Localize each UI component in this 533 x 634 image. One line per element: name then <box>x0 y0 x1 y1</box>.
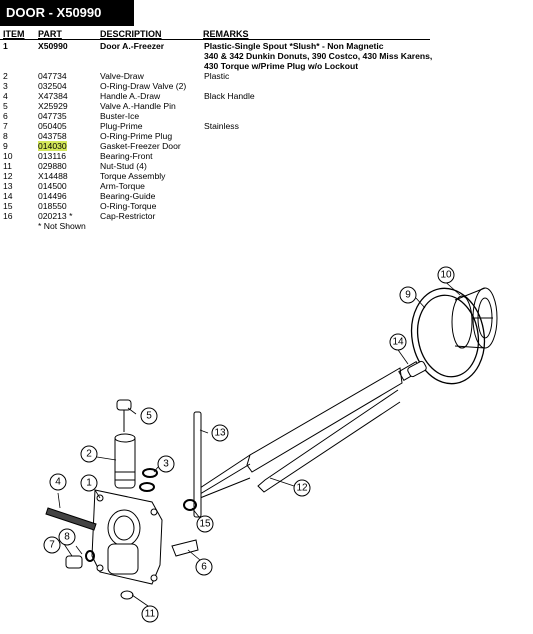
svg-text:11: 11 <box>144 608 156 620</box>
part-number <box>38 71 100 81</box>
svg-text:6: 6 <box>201 561 207 573</box>
callout-14 <box>390 334 406 350</box>
part-description: O-Ring-Torque <box>100 201 157 211</box>
part-number-text: 029880 <box>38 161 67 171</box>
svg-text:1: 1 <box>86 477 92 489</box>
callout-3 <box>158 456 174 472</box>
exploded-diagram <box>0 250 533 634</box>
part-remarks <box>204 161 434 171</box>
svg-text:9: 9 <box>405 289 411 301</box>
part-number-text: 013116 <box>38 151 67 161</box>
item-number: 6 <box>3 111 8 121</box>
part-remarks <box>204 151 434 161</box>
part-remarks <box>204 191 434 201</box>
item-number: 13 <box>3 181 13 191</box>
table-row <box>0 141 434 151</box>
part-remarks <box>204 171 434 181</box>
callout-9 <box>400 287 416 303</box>
page-title: DOOR - X50990 <box>0 0 134 26</box>
guide-bearing-drawing <box>407 360 428 377</box>
callout-15 <box>197 516 213 532</box>
part-number <box>38 211 100 221</box>
part-number <box>38 111 100 121</box>
part-number-text: X50990 <box>38 41 68 51</box>
table-row <box>0 81 434 91</box>
part-number <box>38 151 100 161</box>
col-header-item: ITEM <box>3 29 25 39</box>
draw-valve-orings-drawing <box>140 469 157 491</box>
part-description: Arm-Torque <box>100 181 145 191</box>
part-number-text: 020213 * <box>38 211 73 221</box>
part-number-text: 032504 <box>38 81 67 91</box>
part-description: O-Ring-Prime Plug <box>100 131 173 141</box>
part-description: O-Ring-Draw Valve (2) <box>100 81 187 91</box>
table-row <box>0 151 434 161</box>
callout-2 <box>81 446 97 462</box>
part-remarks <box>204 141 434 151</box>
part-description: Valve A.-Handle Pin <box>100 101 176 111</box>
part-number-text: X25929 <box>38 101 68 111</box>
item-number: 3 <box>3 81 8 91</box>
callout-11 <box>142 606 158 622</box>
part-number <box>38 81 100 91</box>
part-number-blank <box>38 61 100 71</box>
item-number-blank <box>0 61 38 71</box>
part-description-blank <box>100 61 204 71</box>
header-divider <box>0 39 430 40</box>
svg-text:4: 4 <box>55 476 61 488</box>
handle-pin-drawing <box>117 400 131 432</box>
svg-text:15: 15 <box>199 518 211 530</box>
callout-1 <box>81 475 97 491</box>
part-description: Torque Assembly <box>100 171 166 181</box>
part-number-text: 043758 <box>38 131 67 141</box>
callout-13 <box>212 425 228 441</box>
part-number <box>38 91 100 101</box>
part-description: Valve-Draw <box>100 71 144 81</box>
part-remarks <box>204 111 434 121</box>
callout-8 <box>59 529 75 545</box>
part-description: Handle A.-Draw <box>100 91 161 101</box>
part-remarks <box>204 81 434 91</box>
parts-table <box>0 41 434 221</box>
table-row <box>0 131 434 141</box>
table-row <box>0 191 434 201</box>
part-number-text: 014500 <box>38 181 67 191</box>
item-number-blank <box>0 51 38 61</box>
item-number: 10 <box>3 151 13 161</box>
part-number <box>38 41 100 51</box>
svg-text:5: 5 <box>146 410 152 422</box>
part-description-blank <box>100 51 204 61</box>
callout-4 <box>50 474 66 490</box>
item-number: 12 <box>3 171 13 181</box>
part-number-text: 047734 <box>38 71 67 81</box>
svg-text:14: 14 <box>392 336 404 348</box>
item-number: 4 <box>3 91 8 101</box>
part-number <box>38 101 100 111</box>
table-row <box>0 211 434 221</box>
item-number: 8 <box>3 131 8 141</box>
part-number <box>38 121 100 131</box>
part-number <box>38 201 100 211</box>
part-number <box>38 141 100 151</box>
part-number <box>38 131 100 141</box>
part-description: Buster-Ice <box>100 111 140 121</box>
part-remarks <box>204 101 434 111</box>
callout-12 <box>294 480 310 496</box>
torque-assembly-drawing <box>200 362 421 498</box>
svg-text:13: 13 <box>214 427 226 439</box>
part-remarks: Plastic-Single Spout *Slush* - Non Magnetic <box>204 41 384 51</box>
svg-text:12: 12 <box>296 482 308 494</box>
table-row <box>0 91 434 101</box>
draw-valve-drawing <box>115 434 135 488</box>
callout-6 <box>196 559 212 575</box>
part-description: Gasket-Freezer Door <box>100 141 181 151</box>
freezer-door-drawing <box>92 490 162 584</box>
part-description: Cap-Restrictor <box>100 211 156 221</box>
part-description: Bearing-Front <box>100 151 153 161</box>
part-number <box>38 161 100 171</box>
part-remarks: Plastic <box>204 71 230 81</box>
front-bearing-drawing <box>452 288 497 348</box>
item-number: 14 <box>3 191 13 201</box>
col-header-description: DESCRIPTION <box>100 29 162 39</box>
item-number: 7 <box>3 121 8 131</box>
stud-nut-drawing <box>121 591 133 599</box>
callout-5 <box>141 408 157 424</box>
item-number: 16 <box>3 211 13 221</box>
svg-text:2: 2 <box>86 448 92 460</box>
part-remarks: 430 Torque w/Prime Plug w/o Lockout <box>204 61 359 71</box>
table-row <box>0 201 434 211</box>
part-remarks <box>204 201 434 211</box>
part-number-text: 018550 <box>38 201 67 211</box>
part-description: Door A.-Freezer <box>100 41 165 51</box>
item-number: 11 <box>3 161 12 171</box>
table-row <box>0 101 434 111</box>
part-number <box>38 171 100 181</box>
part-number-text: 014496 <box>38 191 67 201</box>
callout-7 <box>44 537 60 553</box>
table-row <box>0 51 434 61</box>
table-row <box>0 111 434 121</box>
table-row <box>0 161 434 171</box>
col-header-remarks: REMARKS <box>203 29 249 39</box>
svg-text:8: 8 <box>64 531 70 543</box>
table-row <box>0 71 434 81</box>
item-number: 15 <box>3 201 13 211</box>
item-number: 9 <box>3 141 8 151</box>
table-row <box>0 41 434 51</box>
part-description: Nut-Stud (4) <box>100 161 147 171</box>
part-number-text: 014030 <box>38 141 67 151</box>
table-row <box>0 61 434 71</box>
part-number-text: X47384 <box>38 91 68 101</box>
part-description: Plug-Prime <box>100 121 143 131</box>
item-number: 5 <box>3 101 8 111</box>
part-number-blank <box>38 51 100 61</box>
ice-buster-drawing <box>172 540 198 556</box>
callout-10 <box>438 267 454 283</box>
col-header-part: PART <box>38 29 62 39</box>
item-number: 1 <box>3 41 8 51</box>
part-remarks <box>204 211 434 221</box>
item-number: 2 <box>3 71 8 81</box>
part-remarks: Stainless <box>204 121 239 131</box>
part-remarks <box>204 131 434 141</box>
part-number <box>38 191 100 201</box>
part-remarks: 340 & 342 Dunkin Donuts, 390 Costco, 430 Miss Karens, <box>204 51 433 61</box>
part-number-text: X14488 <box>38 171 68 181</box>
part-number-text: 050405 <box>38 121 67 131</box>
footnote: * Not Shown <box>38 221 86 231</box>
svg-text:10: 10 <box>440 269 452 281</box>
draw-handle-drawing <box>46 508 96 530</box>
part-remarks: Black Handle <box>204 91 255 101</box>
part-remarks <box>204 181 434 191</box>
part-number <box>38 181 100 191</box>
svg-text:3: 3 <box>163 458 169 470</box>
part-number-text: 047735 <box>38 111 67 121</box>
table-row <box>0 121 434 131</box>
table-row <box>0 181 434 191</box>
table-row <box>0 171 434 181</box>
svg-text:7: 7 <box>49 539 55 551</box>
part-description: Bearing-Guide <box>100 191 156 201</box>
